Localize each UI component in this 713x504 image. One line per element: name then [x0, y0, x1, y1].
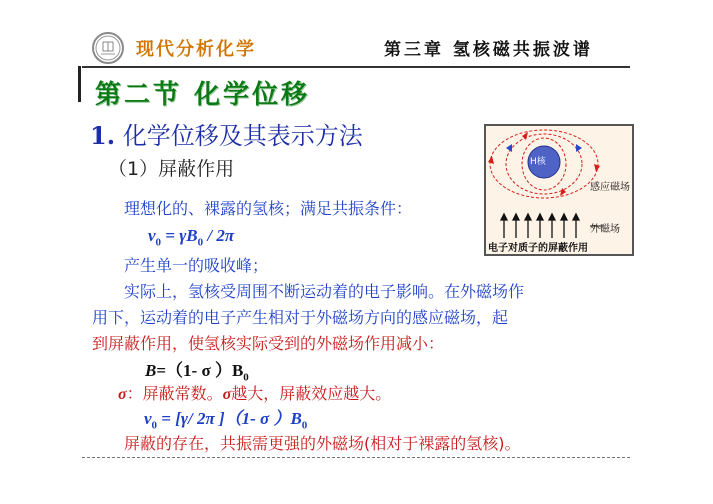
shielding-emphasis: 到屏蔽作用，: [92, 334, 189, 353]
conclusion-line: 屏蔽的存在，共振需更强的外磁场(相对于裸露的氢核)。: [124, 434, 521, 453]
shielding-constant-line: σ：屏蔽常数。σ越大，屏蔽效应越大。: [118, 384, 392, 403]
left-accent-bar: [78, 66, 81, 102]
heading-1-number: 1.: [90, 121, 116, 150]
university-seal-icon: [92, 32, 124, 64]
header-divider: [82, 66, 630, 68]
shielded-resonance-equation: $\nu_0 = [\gamma/$ 2π ]（1- σ ）$B_0$: [144, 409, 308, 432]
heading-1-text: 化学位移及其表示方法: [122, 122, 363, 150]
footer-divider: [82, 457, 630, 458]
shielding-effect-text: 使氢核实际受到的外磁场作用减小：: [188, 334, 445, 353]
resonance-equation: $\nu_0 = \gamma B_0 / 2\pi$: [148, 226, 235, 249]
external-field-label: 外磁场: [590, 224, 620, 235]
section-title: 第二节 化学位移: [95, 80, 311, 110]
chapter-title: 第三章 氢核磁共振波谱: [384, 40, 593, 60]
actual-line-3: [92, 331, 444, 354]
actual-line-1: 实际上，氢核受周围不断运动着的电子影响。在外磁场作: [124, 282, 525, 301]
induced-field-label: 感应磁场: [590, 182, 630, 193]
heading-2: （1）屏蔽作用: [108, 158, 235, 180]
shielding-diagram: [484, 124, 634, 256]
single-peak-line: 产生单一的吸收峰；: [124, 256, 269, 275]
heading-1: [90, 116, 363, 151]
course-title: 现代分析化学: [136, 39, 256, 60]
nucleus-label: H核: [530, 157, 546, 167]
figure-caption: 电子对质子的屏蔽作用: [488, 243, 588, 254]
actual-line-2: 用下，运动着的电子产生相对于外磁场方向的感应磁场，起: [92, 308, 509, 327]
shielded-field-equation: B=（1- σ ）$B_0$: [145, 361, 249, 384]
ideal-nucleus-line: 理想化的、裸露的氢核；满足共振条件：: [124, 199, 413, 218]
